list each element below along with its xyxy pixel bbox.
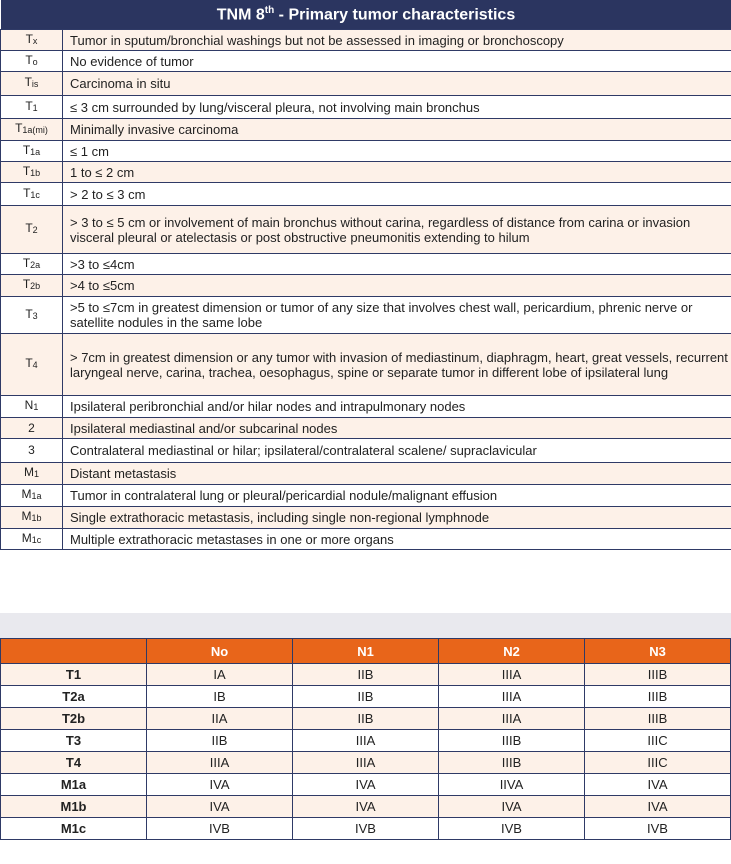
tnm-code-letter: T: [23, 185, 31, 200]
tnm-description: > 7cm in greatest dimension or any tumor with invasion of mediastinum, diaphragm, heart, great vessels, recurrent laryngeal nerve, carina, trachea, oesophagus, spine or separate tumor in different lobe of ipsilateral lung: [63, 334, 731, 396]
tnm-code: [1, 206, 63, 254]
tnm-code: [1, 183, 63, 206]
staging-cell: IIIA: [439, 686, 585, 708]
staging-cell: IIIC: [585, 752, 731, 774]
tnm-code-subscript: 1c: [30, 189, 40, 200]
tnm-code-letter: M: [21, 509, 32, 523]
tnm-code: [1, 30, 63, 51]
tnm-code: [1, 463, 63, 485]
staging-row-header: T1: [1, 664, 147, 686]
tnm-code: [1, 119, 63, 141]
tnm-row: [1, 439, 731, 463]
tnm-description: Distant metastasis: [63, 463, 731, 485]
tnm-code-subscript: 1a: [31, 491, 42, 501]
tnm-description: >5 to ≤7cm in greatest dimension or tumor of any size that involves chest wall, pericardium, phrenic nerve or satellite nodules in the same lobe: [63, 297, 731, 334]
tnm-code-letter: T: [25, 221, 33, 235]
staging-row-header: M1c: [1, 818, 147, 840]
staging-row: [1, 818, 731, 840]
tnm-code-letter: M: [21, 530, 32, 545]
tnm-row: [1, 396, 731, 418]
staging-row: [1, 774, 731, 796]
tnm-row: [1, 183, 731, 206]
staging-cell: IIIB: [585, 664, 731, 686]
tnm-code-letter: T: [22, 255, 31, 270]
tnm-code-subscript: 1a(mi): [22, 125, 48, 135]
tnm-row: [1, 507, 731, 529]
staging-cell: IVA: [293, 774, 439, 796]
tnm-code-subscript: 2: [32, 225, 38, 235]
tnm-code-letter: T: [24, 75, 32, 89]
tnm-code: [1, 72, 63, 96]
tnm-code-letter: T: [25, 356, 33, 370]
tnm-row: [1, 162, 731, 183]
tnm-description: Ipsilateral peribronchial and/or hilar nodes and intrapulmonary nodes: [63, 396, 731, 418]
tnm-description: Contralateral mediastinal or hilar; ipsilateral/contralateral scalene/ supraclavicular: [63, 439, 731, 463]
staging-column-header: [1, 639, 147, 664]
tnm-row: [1, 141, 731, 162]
tnm-description: Tumor in contralateral lung or pleural/pericardial nodule/malignant effusion: [63, 485, 731, 507]
tnm-code: [1, 162, 63, 183]
tnm-code-subscript: 1: [33, 402, 39, 412]
staging-column-header: N2: [439, 639, 585, 664]
staging-row: [1, 730, 731, 752]
staging-cell: IIIA: [439, 664, 585, 686]
tnm-row: [1, 254, 731, 275]
tnm-code-letter: T: [25, 98, 33, 113]
staging-cell: IVA: [147, 774, 293, 796]
staging-row: [1, 708, 731, 730]
tnm-row: [1, 463, 731, 485]
tnm-code-subscript: 3: [28, 443, 35, 457]
staging-cell: IVA: [585, 796, 731, 818]
tnm-code-subscript: 3: [32, 310, 38, 321]
tnm-code-subscript: 1: [32, 102, 38, 113]
staging-cell: IB: [147, 686, 293, 708]
staging-row: [1, 686, 731, 708]
tnm-code-subscript: o: [32, 56, 38, 67]
staging-cell: IVA: [439, 796, 585, 818]
staging-cell: IIB: [293, 708, 439, 730]
staging-cell: IIIB: [439, 730, 585, 752]
staging-cell: IIIB: [439, 752, 585, 774]
tnm-code: [1, 141, 63, 162]
staging-cell: IA: [147, 664, 293, 686]
staging-row: [1, 664, 731, 686]
staging-cell: IIIA: [147, 752, 293, 774]
staging-row: [1, 796, 731, 818]
tnm-row: [1, 30, 731, 51]
tnm-description: >4 to ≤5cm: [63, 275, 731, 297]
staging-column-header: N1: [293, 639, 439, 664]
tnm-code-subscript: x: [32, 35, 38, 46]
staging-header-row: [1, 639, 731, 664]
staging-cell: IIA: [147, 708, 293, 730]
staging-cell: IIVA: [439, 774, 585, 796]
staging-row-header: M1a: [1, 774, 147, 796]
tnm-row: [1, 485, 731, 507]
staging-cell: IVB: [147, 818, 293, 840]
staging-cell: IVA: [585, 774, 731, 796]
tnm-code-letter: T: [25, 306, 33, 321]
tnm-description: ≤ 1 cm: [63, 141, 731, 162]
tnm-description: Carcinoma in situ: [63, 72, 731, 96]
tnm-code-subscript: 1: [33, 469, 39, 479]
tnm-code: [1, 254, 63, 275]
tnm-code-letter: T: [25, 52, 33, 67]
tnm-code: [1, 396, 63, 418]
tnm-row: [1, 51, 731, 72]
table-title: TNM 8th - Primary tumor characteristics: [1, 0, 731, 30]
staging-cell: IVA: [147, 796, 293, 818]
staging-row-header: T3: [1, 730, 147, 752]
tnm-code-subscript: 1b: [30, 167, 41, 178]
staging-cell: IIIB: [585, 708, 731, 730]
tnm-code-subscript: 1c: [31, 534, 42, 545]
tnm-code: [1, 51, 63, 72]
tnm-code: [1, 275, 63, 297]
tnm-code-letter: T: [15, 121, 23, 135]
tnm-row: [1, 418, 731, 439]
tnm-code: [1, 96, 63, 119]
tnm-code-subscript: 2: [28, 420, 35, 435]
staging-column-header: No: [147, 639, 293, 664]
tnm-code-subscript: 4: [32, 360, 38, 370]
staging-cell: IIIA: [439, 708, 585, 730]
tnm-description: No evidence of tumor: [63, 51, 731, 72]
tnm-code-subscript: 2a: [30, 259, 41, 270]
staging-row-header: T2b: [1, 708, 147, 730]
staging-cell: IVB: [585, 818, 731, 840]
tnm-description: ≤ 3 cm surrounded by lung/visceral pleura, not involving main bronchus: [63, 96, 731, 119]
tnm-code-subscript: is: [31, 79, 39, 89]
tnm-row: [1, 275, 731, 297]
tnm-code-subscript: 2b: [30, 281, 41, 291]
tnm-code: [1, 439, 63, 463]
tnm-code: [1, 529, 63, 550]
staging-cell: IIIA: [293, 730, 439, 752]
tnm-code: [1, 507, 63, 529]
tnm-description: Minimally invasive carcinoma: [63, 119, 731, 141]
tnm-code-letter: T: [22, 163, 31, 178]
tnm-row: [1, 72, 731, 96]
tnm-code-letter: M: [21, 487, 32, 501]
tnm-code-letter: N: [24, 398, 34, 412]
tnm-description: Single extrathoracic metastasis, including single non-regional lymphnode: [63, 507, 731, 529]
staging-row-header: T4: [1, 752, 147, 774]
tnm-code-subscript: 1b: [31, 513, 42, 523]
tnm-row: [1, 96, 731, 119]
tnm-code: [1, 297, 63, 334]
staging-cell: IVB: [293, 818, 439, 840]
tnm-code: [1, 485, 63, 507]
tnm-code-letter: M: [23, 465, 34, 479]
staging-table: [0, 638, 731, 840]
tnm-row: [1, 206, 731, 254]
tnm-description: > 3 to ≤ 5 cm or involvement of main bronchus without carina, regardless of distance from carina or invasion visceral pleural or atelectasis or post obstructive pneumonitis extending to hilum: [63, 206, 731, 254]
staging-cell: IVA: [293, 796, 439, 818]
staging-cell: IIIA: [293, 752, 439, 774]
tnm-row: [1, 529, 731, 550]
staging-cell: IIB: [147, 730, 293, 752]
tnm-description: Tumor in sputum/bronchial washings but not be assessed in imaging or bronchoscopy: [63, 30, 731, 51]
staging-column-header: N3: [585, 639, 731, 664]
tnm-description: >3 to ≤4cm: [63, 254, 731, 275]
tnm-row: [1, 297, 731, 334]
staging-cell: IIIC: [585, 730, 731, 752]
tnm-description: Multiple extrathoracic metastases in one or more organs: [63, 529, 731, 550]
section-divider: [0, 613, 731, 638]
tnm-row: [1, 334, 731, 396]
staging-cell: IIB: [293, 664, 439, 686]
tnm-code-letter: T: [22, 142, 31, 157]
tnm-row: [1, 119, 731, 141]
tnm-code-letter: T: [25, 31, 33, 46]
staging-row-header: T2a: [1, 686, 147, 708]
staging-cell: IIIB: [585, 686, 731, 708]
staging-cell: IVB: [439, 818, 585, 840]
tnm-code-letter: T: [22, 277, 31, 291]
staging-cell: IIB: [293, 686, 439, 708]
tnm-code: [1, 334, 63, 396]
tnm-description: Ipsilateral mediastinal and/or subcarinal nodes: [63, 418, 731, 439]
tnm-description: > 2 to ≤ 3 cm: [63, 183, 731, 206]
tnm-code-subscript: 1a: [30, 146, 41, 157]
staging-row-header: M1b: [1, 796, 147, 818]
tnm-description: 1 to ≤ 2 cm: [63, 162, 731, 183]
tnm-code: [1, 418, 63, 439]
staging-row: [1, 752, 731, 774]
